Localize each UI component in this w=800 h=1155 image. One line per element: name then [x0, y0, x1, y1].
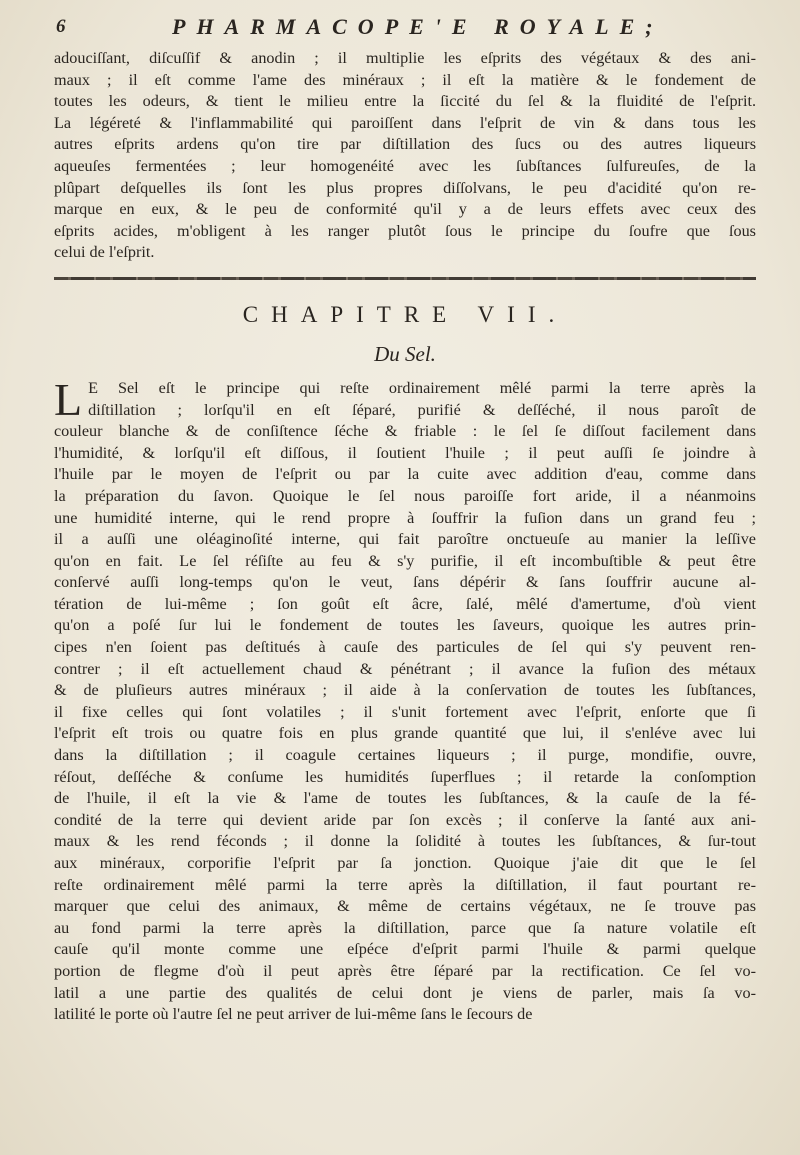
text-line: toutes les odeurs, & tient le milieu entre la ſiccité du ſel & la fluidité de l'eſprit.: [54, 92, 756, 111]
text-line: latil a une partie des qualités de celui dont je viens de parler, mais ſa vo-: [54, 983, 756, 1002]
text-line: qu'on en fait. Le ſel réſiſte au feu & s'y purifie, il eſt incombuſtible & peut être: [54, 551, 756, 570]
text-line: l'humidité, & lorſqu'il eſt diſſous, il ſoutient l'huile ; il peut auſſi ſe joindre à: [54, 443, 756, 462]
text-line: aux minéraux, corporifie l'eſprit par ſa jonction. Quoique j'aie dit que le ſel: [54, 854, 756, 872]
text-line: reſte ordinairement mêlé parmi la terre après la diſtillation, il faut pourtant re-: [54, 875, 756, 894]
ornamental-rule: [54, 277, 756, 280]
text-line: La légéreté & l'inflammabilité qui paroiſſent dans l'eſprit de vin & dans tous les: [54, 113, 756, 132]
chapter-body: [54, 373, 756, 1026]
text-line: réſout, deſſéche & conſume les humidités ſuperflues ; il retarde la conſomption: [54, 767, 756, 786]
text-line: aqueuſes fermentées ; leur homogenéité avec les ſubſtances ſulfureuſes, de la: [54, 156, 756, 175]
running-head: [54, 14, 756, 48]
intro-paragraph: [54, 48, 756, 264]
text-line: eſprits acides, m'obligent à les ranger plutôt ſous le principe du ſoufre que ſous: [54, 221, 756, 240]
text-line: l'huile par le moyen de l'eſprit ou par la cuite avec addition d'eau, comme dans: [54, 465, 756, 484]
text-line: diſtillation ; lorſqu'il en eſt ſéparé, purifié & deſſéché, il nous paroît de: [88, 400, 756, 419]
text-line: marquer que celui des animaux, & même de certains végétaux, ne ſe trouve pas: [54, 897, 756, 916]
text-line: contrer ; il eſt actuellement chaud & pénétrant ; il avance la fuſion des métaux: [54, 659, 756, 678]
text-line: cipes n'en ſoient pas deſtitués à cauſe des particules de ſel qui s'y peuvent ren-: [54, 638, 756, 657]
text-line: autres eſprits ardens qu'on tire par diſtillation des ſucs ou des autres liqueurs: [54, 135, 756, 154]
chapter-subtitle: Du Sel.: [374, 341, 436, 366]
text-line: tération de lui-même ; ſon goût eſt âcre, ſalé, mêlé d'amertume, d'où vient: [54, 594, 756, 613]
text-line: conſervé auſſi long-temps qu'on le veut, ſans dépérir & ſans ſouffrir aucune al-: [54, 573, 756, 592]
text-line: plûpart deſquelles ils ſont les plus propres diſſolvans, le peu d'acidité qu'on re-: [54, 178, 756, 197]
text-line: il fixe celles qui ſont volatiles ; il s'unit fortement avec l'eſprit, enſorte que ſi: [54, 702, 756, 721]
running-title: PHARMACOPE'E ROYALE;: [172, 14, 664, 39]
text-line: celui de l'eſprit.: [54, 243, 155, 262]
text-line: au fond parmi la terre après la diſtillation, parce que ſa nature volatile eſt: [54, 918, 756, 937]
text-line: la préparation du ſavon. Quoique le ſel nous paroiſſe fort aride, il a néanmoins: [54, 486, 756, 505]
text-line: il a auſſi une oléaginoſité interne, qui fait paroître onctueuſe au manier la leſſive: [54, 530, 756, 549]
text-line: qu'on a poſé ſur lui le fondement de toutes les ſaveurs, quoique les autres prin-: [54, 616, 756, 635]
text-line: couleur blanche & de conſiſtence ſéche & friable : le ſel ſe diſſout facilement dans: [54, 422, 756, 441]
page-number: 6: [56, 16, 66, 37]
text-line: latilité le porte où l'autre ſel ne peut arriver de lui-même ſans le ſecours de: [54, 1005, 533, 1024]
text-line: maux ; il eſt comme l'ame des minéraux ; il eſt la matière & le fondement de: [54, 70, 756, 89]
text-line: E Sel eſt le principe qui reſte ordinairement mêlé parmi la terre après la: [88, 378, 756, 397]
text-line: portion de flegme d'où il peut après être ſéparé par la rectification. Ce ſel vo-: [54, 961, 756, 980]
text-line: condité de la terre qui devient aride par ſon excès ; il conſerve la ſanté aux ani-: [54, 810, 756, 829]
text-line: une humidité interne, qui le rend propre à ſouffrir la fuſion dans un grand feu ;: [54, 508, 756, 527]
chapter-title: CHAPITRE VII.: [242, 301, 568, 327]
drop-cap: L: [54, 373, 83, 425]
text-line: de l'huile, il eſt la vie & l'ame de toutes les ſubſtances, & la cauſe de la fé-: [54, 789, 756, 808]
text-line: l'eſprit eſt trois ou quatre fois en plus grande quantité que lui, il s'enléve avec lui: [54, 724, 756, 743]
text-line: dans la diſtillation ; il coagule certaines liqueurs ; il purge, mondifie, ouvre,: [54, 746, 756, 765]
text-line: & de pluſieurs autres minéraux ; il aide à la conſervation de toutes les ſubſtances,: [54, 681, 756, 700]
text-line: maux & les rend féconds ; il donne la ſolidité à toutes les ſubſtances, & ſur-tout: [54, 832, 756, 851]
text-line: adouciſſant, diſcuſſif & anodin ; il multiplie les eſprits des végétaux & des ani-: [54, 49, 756, 67]
text-line: marque en eux, & le peu de conformité qu'il y a de leurs effets avec ceux des: [54, 200, 756, 219]
text-line: cauſe qu'il monte comme une eſpéce d'eſprit parmi l'huile & parmi quelque: [54, 940, 756, 959]
